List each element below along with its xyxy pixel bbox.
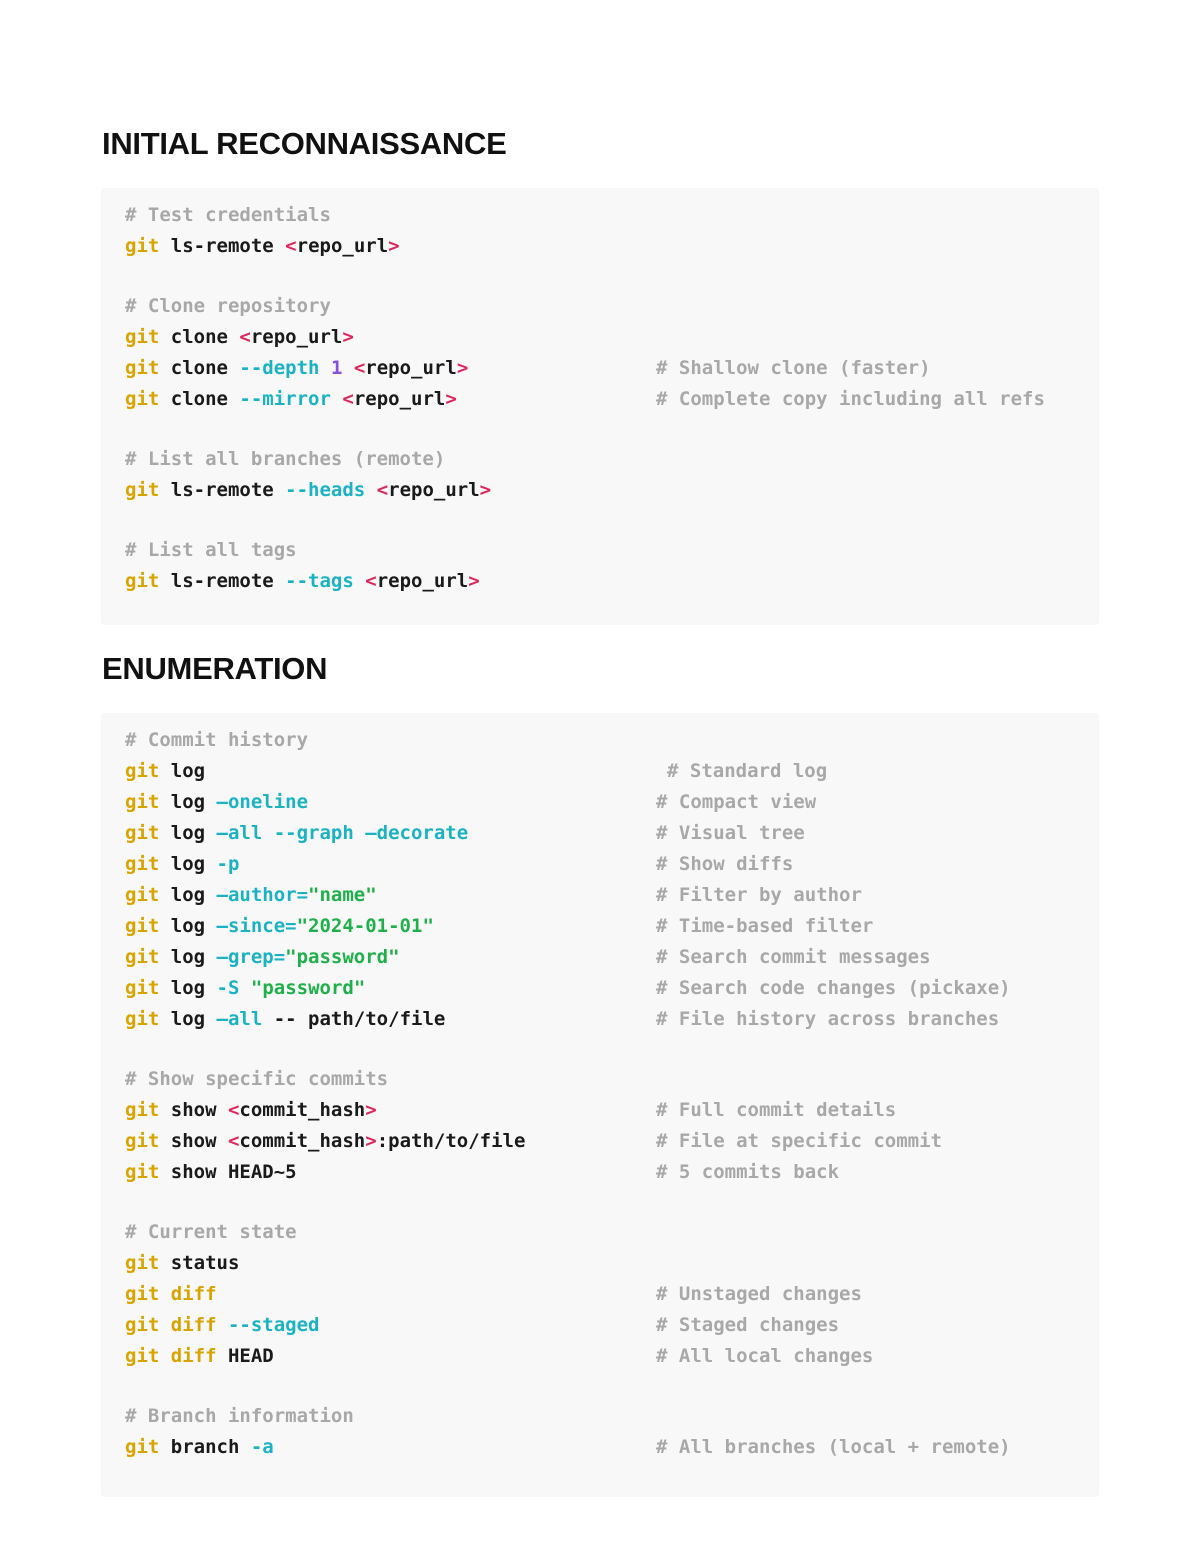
subcommand: show bbox=[159, 1099, 228, 1121]
angle-bracket: < bbox=[376, 479, 389, 501]
plain-token bbox=[342, 357, 353, 379]
subcommand: clone bbox=[159, 388, 240, 410]
subcommand: branch bbox=[159, 1436, 251, 1458]
subcommand: log bbox=[159, 915, 217, 937]
command bbox=[125, 1126, 525, 1157]
subcommand: ls-remote bbox=[159, 235, 286, 257]
git-keyword: git diff bbox=[125, 1314, 217, 1336]
git-keyword: git bbox=[125, 977, 160, 999]
inline-comment: # Unstaged changes bbox=[656, 1283, 862, 1305]
git-keyword: git diff bbox=[125, 1345, 217, 1367]
git-keyword: git bbox=[125, 1252, 160, 1274]
angle-bracket: > bbox=[468, 570, 480, 592]
argument-placeholder: commit_hash bbox=[239, 1130, 366, 1152]
argument-placeholder: repo_url bbox=[388, 479, 480, 501]
code-line bbox=[101, 384, 1099, 415]
argument-placeholder: commit_hash bbox=[239, 1099, 366, 1121]
subcommand: status bbox=[159, 1252, 240, 1274]
git-keyword: git bbox=[125, 946, 160, 968]
code-line bbox=[101, 911, 1099, 942]
code-line bbox=[101, 1004, 1099, 1035]
subcommand: log bbox=[159, 884, 217, 906]
inline-comment: # Staged changes bbox=[656, 1314, 840, 1336]
command bbox=[125, 231, 400, 262]
flag-token: —author= bbox=[216, 884, 309, 906]
flag-token: —all --graph —decorate bbox=[216, 822, 469, 844]
git-keyword: git bbox=[125, 1130, 160, 1152]
command bbox=[125, 1432, 274, 1463]
command bbox=[125, 942, 400, 973]
git-keyword: git bbox=[125, 388, 160, 410]
code-comment: # Clone repository bbox=[125, 295, 331, 317]
angle-bracket: > bbox=[456, 357, 469, 379]
string-literal: "password" bbox=[250, 977, 366, 999]
code-line bbox=[101, 535, 1099, 566]
angle-bracket: < bbox=[342, 388, 354, 410]
number-literal: 1 bbox=[330, 357, 343, 379]
code-line bbox=[101, 1341, 1099, 1372]
code-line bbox=[101, 1248, 1099, 1279]
inline-comment: # Visual tree bbox=[656, 822, 805, 844]
command bbox=[125, 1004, 445, 1035]
code-line bbox=[101, 444, 1099, 475]
inline-comment: # Complete copy including all refs bbox=[656, 388, 1045, 410]
code-comment: # List all branches (remote) bbox=[125, 448, 446, 470]
command bbox=[125, 911, 434, 942]
git-keyword: git bbox=[125, 884, 160, 906]
flag-token: -S bbox=[216, 977, 240, 999]
code-comment: # Commit history bbox=[125, 729, 309, 751]
inline-comment: # All local changes bbox=[656, 1345, 874, 1367]
plain-token: -- path/to/file bbox=[262, 1008, 446, 1030]
git-keyword: git bbox=[125, 822, 160, 844]
argument-placeholder: repo_url bbox=[250, 326, 343, 348]
plain-token: HEAD bbox=[216, 1345, 274, 1367]
subcommand: log bbox=[159, 853, 217, 875]
flag-token: --tags bbox=[285, 570, 354, 592]
command bbox=[125, 787, 308, 818]
subcommand: show bbox=[159, 1161, 228, 1183]
code-line bbox=[101, 1401, 1099, 1432]
code-line bbox=[101, 1310, 1099, 1341]
git-keyword: git bbox=[125, 1099, 160, 1121]
command bbox=[125, 384, 457, 415]
git-keyword: git bbox=[125, 1161, 160, 1183]
argument-placeholder: repo_url bbox=[365, 357, 457, 379]
inline-comment: # All branches (local + remote) bbox=[656, 1436, 1011, 1458]
code-line bbox=[101, 353, 1099, 384]
inline-comment: # Standard log bbox=[667, 760, 828, 782]
plain-token bbox=[354, 570, 365, 592]
code-line bbox=[101, 880, 1099, 911]
flag-token: -p bbox=[216, 853, 240, 875]
string-literal: "2024-01-01" bbox=[296, 915, 434, 937]
angle-bracket: < bbox=[285, 235, 297, 257]
code-line bbox=[101, 756, 1099, 787]
git-keyword: git bbox=[125, 235, 160, 257]
inline-comment: # Compact view bbox=[656, 791, 817, 813]
code-comment: # Branch information bbox=[125, 1405, 354, 1427]
inline-comment: # Search code changes (pickaxe) bbox=[656, 977, 1011, 999]
flag-token: —oneline bbox=[216, 791, 309, 813]
blank-line bbox=[101, 1035, 1099, 1064]
command bbox=[125, 756, 205, 787]
code-comment: # Test credentials bbox=[125, 204, 331, 226]
code-line bbox=[101, 818, 1099, 849]
blank-line bbox=[101, 1188, 1099, 1217]
angle-bracket: < bbox=[239, 326, 251, 348]
argument-placeholder: repo_url bbox=[376, 570, 469, 592]
angle-bracket: < bbox=[227, 1130, 240, 1152]
angle-bracket: < bbox=[353, 357, 366, 379]
subcommand: log bbox=[159, 946, 217, 968]
plain-token: :path/to/file bbox=[376, 1130, 526, 1152]
subcommand: ls-remote bbox=[159, 479, 286, 501]
blank-line bbox=[101, 1372, 1099, 1401]
code-line bbox=[101, 1126, 1099, 1157]
command bbox=[125, 475, 491, 506]
code-block-initial-reconnaissance bbox=[101, 188, 1099, 625]
code-line bbox=[101, 322, 1099, 353]
plain-token bbox=[239, 977, 250, 999]
git-keyword: git diff bbox=[125, 1283, 217, 1305]
flag-token: --depth bbox=[239, 357, 320, 379]
angle-bracket: > bbox=[445, 388, 457, 410]
flag-token: -a bbox=[250, 1436, 274, 1458]
code-line bbox=[101, 1432, 1099, 1463]
blank-line bbox=[101, 262, 1099, 291]
inline-comment: # Show diffs bbox=[656, 853, 794, 875]
inline-comment: # File history across branches bbox=[656, 1008, 1000, 1030]
plain-token bbox=[319, 357, 330, 379]
flag-token: --heads bbox=[285, 479, 366, 501]
inline-comment: # File at specific commit bbox=[656, 1130, 942, 1152]
git-keyword: git bbox=[125, 760, 160, 782]
angle-bracket: < bbox=[227, 1099, 240, 1121]
command bbox=[125, 973, 365, 1004]
plain-token: HEAD~5 bbox=[227, 1161, 297, 1183]
command bbox=[125, 1310, 319, 1341]
code-line bbox=[101, 291, 1099, 322]
flag-token: —grep= bbox=[216, 946, 286, 968]
git-keyword: git bbox=[125, 915, 160, 937]
git-keyword: git bbox=[125, 357, 160, 379]
code-line bbox=[101, 475, 1099, 506]
command bbox=[125, 1248, 239, 1279]
subcommand: clone bbox=[159, 326, 240, 348]
subcommand: clone bbox=[159, 357, 240, 379]
subcommand: log bbox=[159, 977, 217, 999]
angle-bracket: > bbox=[365, 1099, 377, 1121]
code-line bbox=[101, 1217, 1099, 1248]
command bbox=[125, 566, 480, 597]
angle-bracket: > bbox=[342, 326, 354, 348]
code-line bbox=[101, 973, 1099, 1004]
plain-token bbox=[365, 479, 376, 501]
section-title-enumeration: ENUMERATION bbox=[102, 651, 328, 686]
command bbox=[125, 849, 239, 880]
inline-comment: # Shallow clone (faster) bbox=[656, 357, 931, 379]
code-line bbox=[101, 1279, 1099, 1310]
flag-token: --mirror bbox=[239, 388, 331, 410]
git-keyword: git bbox=[125, 1008, 160, 1030]
code-line bbox=[101, 231, 1099, 262]
subcommand: log bbox=[159, 791, 217, 813]
inline-comment: # Time-based filter bbox=[656, 915, 874, 937]
plain-token bbox=[331, 388, 342, 410]
git-keyword: git bbox=[125, 570, 160, 592]
code-line bbox=[101, 942, 1099, 973]
string-literal: "name" bbox=[308, 884, 377, 906]
command bbox=[125, 322, 354, 353]
command bbox=[125, 1279, 217, 1310]
blank-line bbox=[101, 506, 1099, 535]
flag-token: —all bbox=[216, 1008, 263, 1030]
subcommand: log bbox=[159, 760, 206, 782]
inline-comment: # 5 commits back bbox=[656, 1161, 840, 1183]
inline-comment: # Full commit details bbox=[656, 1099, 897, 1121]
inline-comment: # Search commit messages bbox=[656, 946, 931, 968]
subcommand: log bbox=[159, 822, 217, 844]
git-keyword: git bbox=[125, 853, 160, 875]
code-comment: # Show specific commits bbox=[125, 1068, 389, 1090]
git-keyword: git bbox=[125, 791, 160, 813]
subcommand: show bbox=[159, 1130, 228, 1152]
code-block-enumeration bbox=[101, 713, 1099, 1497]
argument-placeholder: repo_url bbox=[353, 388, 446, 410]
angle-bracket: > bbox=[388, 235, 400, 257]
git-keyword: git bbox=[125, 326, 160, 348]
subcommand: log bbox=[159, 1008, 217, 1030]
command bbox=[125, 1341, 274, 1372]
command bbox=[125, 353, 468, 384]
git-keyword: git bbox=[125, 479, 160, 501]
code-line bbox=[101, 787, 1099, 818]
section-title-initial-reconnaissance: INITIAL RECONNAISSANCE bbox=[102, 126, 507, 161]
code-line bbox=[101, 849, 1099, 880]
command bbox=[125, 1157, 297, 1188]
command bbox=[125, 1095, 377, 1126]
flag-token: —since= bbox=[216, 915, 297, 937]
command bbox=[125, 880, 377, 911]
code-line bbox=[101, 1095, 1099, 1126]
blank-line bbox=[101, 415, 1099, 444]
code-line bbox=[101, 1064, 1099, 1095]
angle-bracket: > bbox=[479, 479, 492, 501]
argument-placeholder: repo_url bbox=[296, 235, 389, 257]
code-line bbox=[101, 1157, 1099, 1188]
angle-bracket: > bbox=[365, 1130, 377, 1152]
string-literal: "password" bbox=[285, 946, 400, 968]
code-comment: # List all tags bbox=[125, 539, 297, 561]
code-line bbox=[101, 200, 1099, 231]
angle-bracket: < bbox=[365, 570, 377, 592]
plain-token bbox=[217, 1314, 228, 1336]
subcommand: ls-remote bbox=[159, 570, 286, 592]
code-line bbox=[101, 725, 1099, 756]
code-line bbox=[101, 566, 1099, 597]
code-comment: # Current state bbox=[125, 1221, 297, 1243]
inline-comment: # Filter by author bbox=[656, 884, 862, 906]
git-keyword: git bbox=[125, 1436, 160, 1458]
command bbox=[125, 818, 468, 849]
flag-token: --staged bbox=[227, 1314, 320, 1336]
